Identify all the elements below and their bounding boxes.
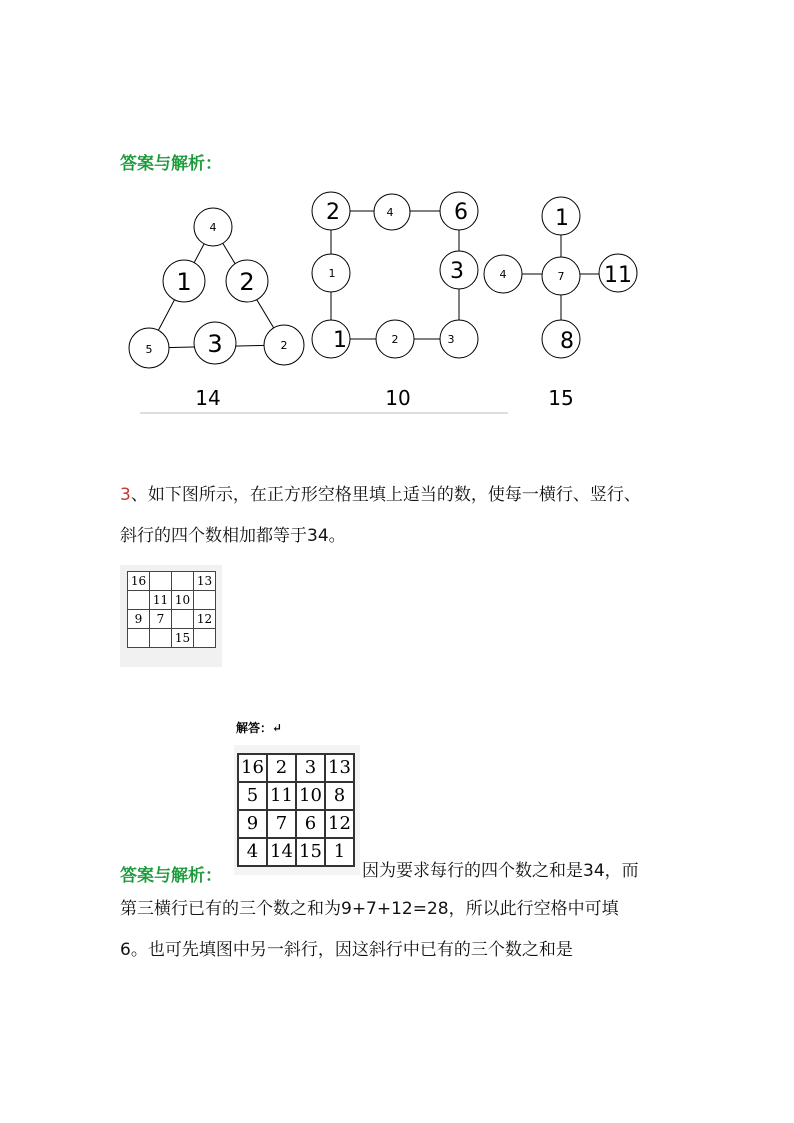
cross-node-bottom: 8 (560, 329, 574, 354)
grid-cell: 9 (128, 610, 150, 629)
tri-node-right: 2 (239, 268, 255, 296)
grid-cell: 12 (325, 810, 354, 838)
grid-cell: 10 (296, 782, 325, 810)
grid-cell (194, 591, 216, 610)
grid-cell: 6 (296, 810, 325, 838)
grid-cell: 8 (325, 782, 354, 810)
sq-node-bm: 2 (391, 333, 399, 346)
solution-label: 解答：↵ (236, 721, 283, 735)
tri-node-bm: 3 (207, 330, 223, 358)
grid-cell (150, 572, 172, 591)
cross-node-left: 4 (499, 268, 507, 281)
problem-grid (120, 565, 222, 667)
problem3-line1: 3、如下图所示，在正方形空格里填上适当的数，使每一横行、竖行、 (120, 485, 641, 505)
sq-node-tm: 4 (386, 206, 394, 219)
sq-node-tr: 6 (454, 200, 468, 225)
grid-cell: 13 (194, 572, 216, 591)
grid-cell: 15 (172, 629, 194, 648)
grid-cell (172, 610, 194, 629)
sq-node-mr: 3 (450, 259, 464, 284)
grid-cell: 2 (267, 754, 296, 782)
cross-node-right: 11 (604, 263, 632, 288)
cross-node-top: 1 (555, 206, 569, 231)
sq-node-ml: 1 (328, 267, 336, 280)
grid-cell: 11 (267, 782, 296, 810)
grid-cell: 5 (238, 782, 267, 810)
grid-cell: 12 (194, 610, 216, 629)
grid-cell: 11 (150, 591, 172, 610)
sq-node-tl: 2 (326, 200, 340, 225)
grid-cell: 16 (128, 572, 150, 591)
grid-cell: 3 (296, 754, 325, 782)
grid-cell: 13 (325, 754, 354, 782)
grid-cell (128, 591, 150, 610)
grid-cell (150, 629, 172, 648)
solution-grid (234, 745, 360, 875)
grid-cell: 10 (172, 591, 194, 610)
solution-line2: 第三横行已有的三个数之和为9+7+12=28，所以此行空格中可填 (120, 899, 619, 919)
grid-cell: 1 (325, 838, 354, 866)
answer-heading-1: 答案与解析： (120, 154, 222, 174)
grid-cell (194, 629, 216, 648)
problem-number: 3 (120, 485, 131, 505)
cross-node-center: 7 (557, 270, 565, 283)
tri-node-bl: 5 (145, 343, 153, 356)
tri-node-br: 2 (280, 339, 288, 352)
answer-heading-2: 答案与解析： (120, 866, 222, 886)
solution-line1: 因为要求每行的四个数之和是34，而 (362, 861, 639, 881)
grid-cell: 16 (238, 754, 267, 782)
grid-cell: 7 (267, 810, 296, 838)
grid-cell: 9 (238, 810, 267, 838)
grid-cell (128, 629, 150, 648)
grid-cell (172, 572, 194, 591)
tri-total: 14 (195, 386, 221, 410)
sq-node-bl: 1 (333, 328, 347, 353)
grid-cell: 14 (267, 838, 296, 866)
grid-cell: 15 (296, 838, 325, 866)
solution-line3: 6。也可先填图中另一斜行，因这斜行中已有的三个数之和是 (120, 940, 573, 960)
tri-node-top: 4 (209, 221, 217, 234)
grid-cell: 7 (150, 610, 172, 629)
sq-total: 10 (385, 386, 411, 410)
grid-cell: 4 (238, 838, 267, 866)
problem3-line2: 斜行的四个数相加都等于34。 (120, 526, 346, 546)
puzzle-figures (0, 0, 794, 430)
sq-node-br: 3 (447, 333, 455, 346)
cross-total: 15 (548, 386, 574, 410)
tri-node-left: 1 (176, 268, 192, 296)
